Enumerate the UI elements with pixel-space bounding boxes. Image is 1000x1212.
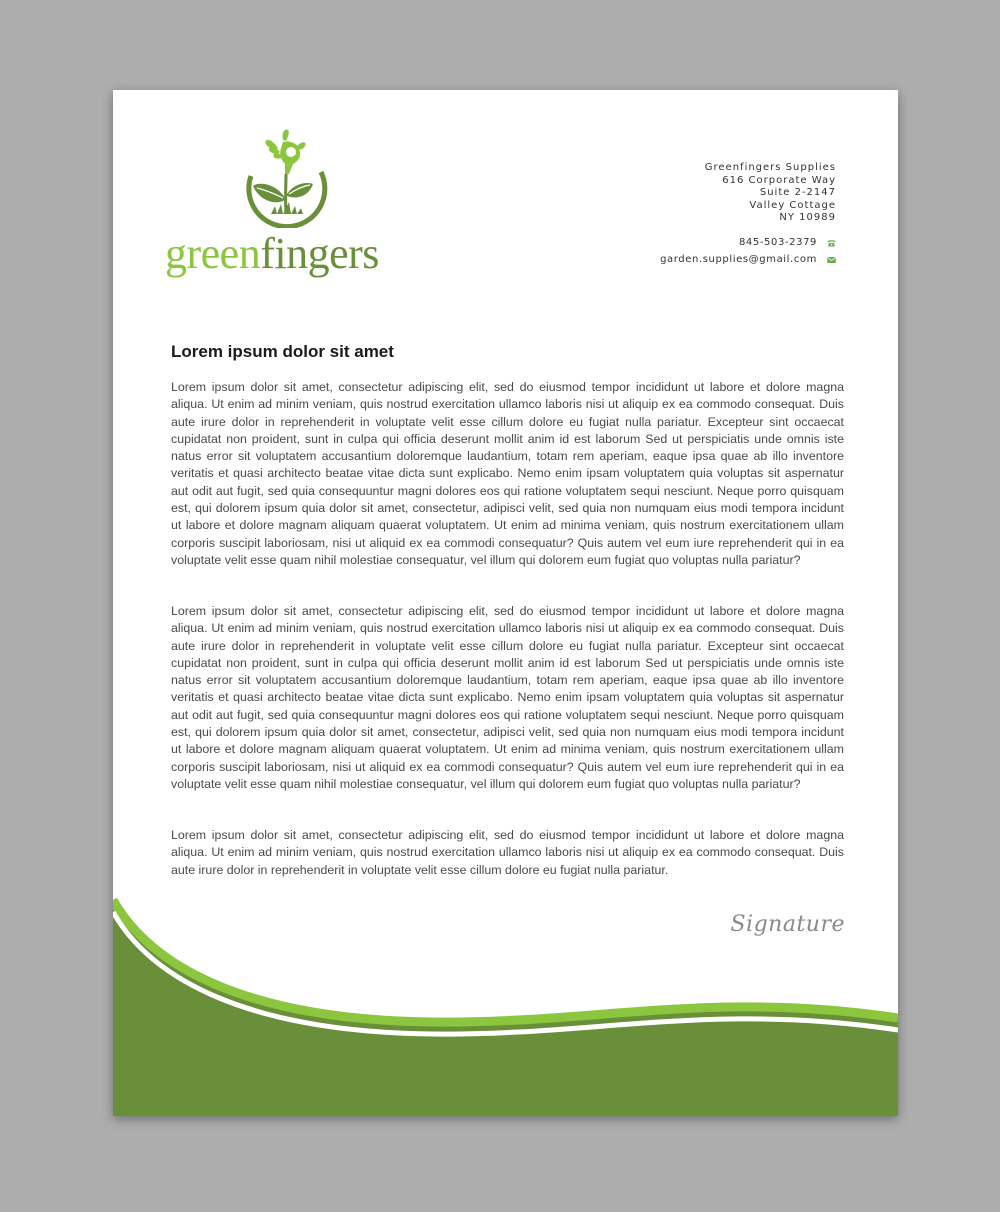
wordmark-green: green <box>165 229 261 278</box>
body-paragraph-2: Lorem ipsum dolor sit amet, consectetur adipiscing elit, sed do eiusmod tempor incididunt ut labore et dolore magna aliqua. Ut enim ad minim veniam, quis nostrud exercitation ullamco laboris nisi ut aliquip ex ea commodo consequat. Duis aute irure dolor in reprehenderit in voluptate velit esse cillum dolore eu fugiat nulla pariatur. Excepteur sint occaecat cupidatat non proident, sunt in culpa qui officia deserunt mollit anim id est laborum Sed ut perspiciatis unde omnis iste natus error sit voluptatem accusantium doloremque laudantium, totam rem aperiam, eaque ipsa quae ab illo inventore veritatis et quasi architecto beatae vitae dicta sunt explicabo. Nemo enim ipsam voluptatem quia voluptas sit aspernatur aut odit aut fugit, sed quia consequuntur magni dolores eos qui ratione voluptatem sequi nesciunt. Neque porro quisquam est, qui dolorem ipsum quia dolor sit amet, consectetur, adipisci velit, sed quia non numquam eius modi tempora incidunt ut labore et dolore magnam aliquam quaerat voluptatem. Ut enim ad minima veniam, quis nostrum exercitationem ullam corporis suscipit laboriosam, nisi ut aliquid ex ea commodi consequatur? Quis autem vel eum iure reprehenderit qui in ea voluptate velit esse quam nihil molestiae consequatur, vel illum qui dolorem eum fugiat quo voluptas nulla pariatur? <box>171 604 844 791</box>
phone-icon <box>827 239 836 247</box>
body-paragraph-1: Lorem ipsum dolor sit amet, consectetur adipiscing elit, sed do eiusmod tempor incididunt ut labore et dolore magna aliqua. Ut enim ad minim veniam, quis nostrud exercitation ullamco laboris nisi ut aliquip ex ea commodo consequat. Duis aute irure dolor in reprehenderit in voluptate velit esse cillum dolore eu fugiat nulla pariatur. Excepteur sint occaecat cupidatat non proident, sunt in culpa qui officia deserunt mollit anim id est laborum Sed ut perspiciatis unde omnis iste natus error sit voluptatem accusantium doloremque laudantium, totam rem aperiam, eaque ipsa quae ab illo inventore veritatis et quasi architecto beatae vitae dicta sunt explicabo. Nemo enim ipsam voluptatem quia voluptas sit aspernatur aut odit aut fugit, sed quia consequuntur magni dolores eos qui ratione voluptatem sequi nesciunt. Neque porro quisquam est, qui dolorem ipsum quia dolor sit amet, consectetur, adipisci velit, sed quia non numquam eius modi tempora incidunt ut labore et dolore magnam aliquam quaerat voluptatem. Ut enim ad minima veniam, quis nostrum exercitationem ullam corporis suscipit laboriosam, nisi ut aliquid ex ea commodi consequatur? Quis autem vel eum iure reprehenderit qui in ea voluptate velit esse quam nihil molestiae consequatur, vel illum qui dolorem eum fugiat quo voluptas nulla pariatur? <box>171 380 844 567</box>
address-state-zip: NY 10989 <box>779 212 836 223</box>
envelope-icon <box>827 256 836 264</box>
signature: Signature <box>730 912 845 937</box>
email-contact <box>660 254 836 265</box>
address-street: 616 Corporate Way <box>722 174 836 186</box>
brand-logo <box>165 128 410 278</box>
phone-number: 845-503-2379 <box>738 237 817 248</box>
phone-contact <box>739 237 836 248</box>
address-company: Greenfingers Supplies <box>704 162 836 173</box>
email-address[interactable]: garden.supplies@gmail.com <box>660 254 817 265</box>
letter-heading: Lorem ipsum dolor sit amet <box>171 342 394 361</box>
address-suite: Suite 2-2147 <box>759 187 836 198</box>
company-address <box>705 162 836 225</box>
hand-sprout-icon <box>245 128 330 228</box>
letterhead-page <box>113 90 898 1116</box>
address-city: Valley Cottage <box>749 199 836 211</box>
wordmark-fingers: fingers <box>260 229 379 278</box>
brand-wordmark <box>165 230 379 278</box>
body-paragraph-3: Lorem ipsum dolor sit amet, consectetur adipiscing elit, sed do eiusmod tempor incididunt ut labore et dolore magna aliqua. Ut enim ad minim veniam, quis nostrud exercitation ullamco laboris nisi ut aliquip ex ea commodo consequat. Duis aute irure dolor in reprehenderit in voluptate velit esse cillum dolore eu fugiat nulla pariatur. <box>171 828 844 877</box>
